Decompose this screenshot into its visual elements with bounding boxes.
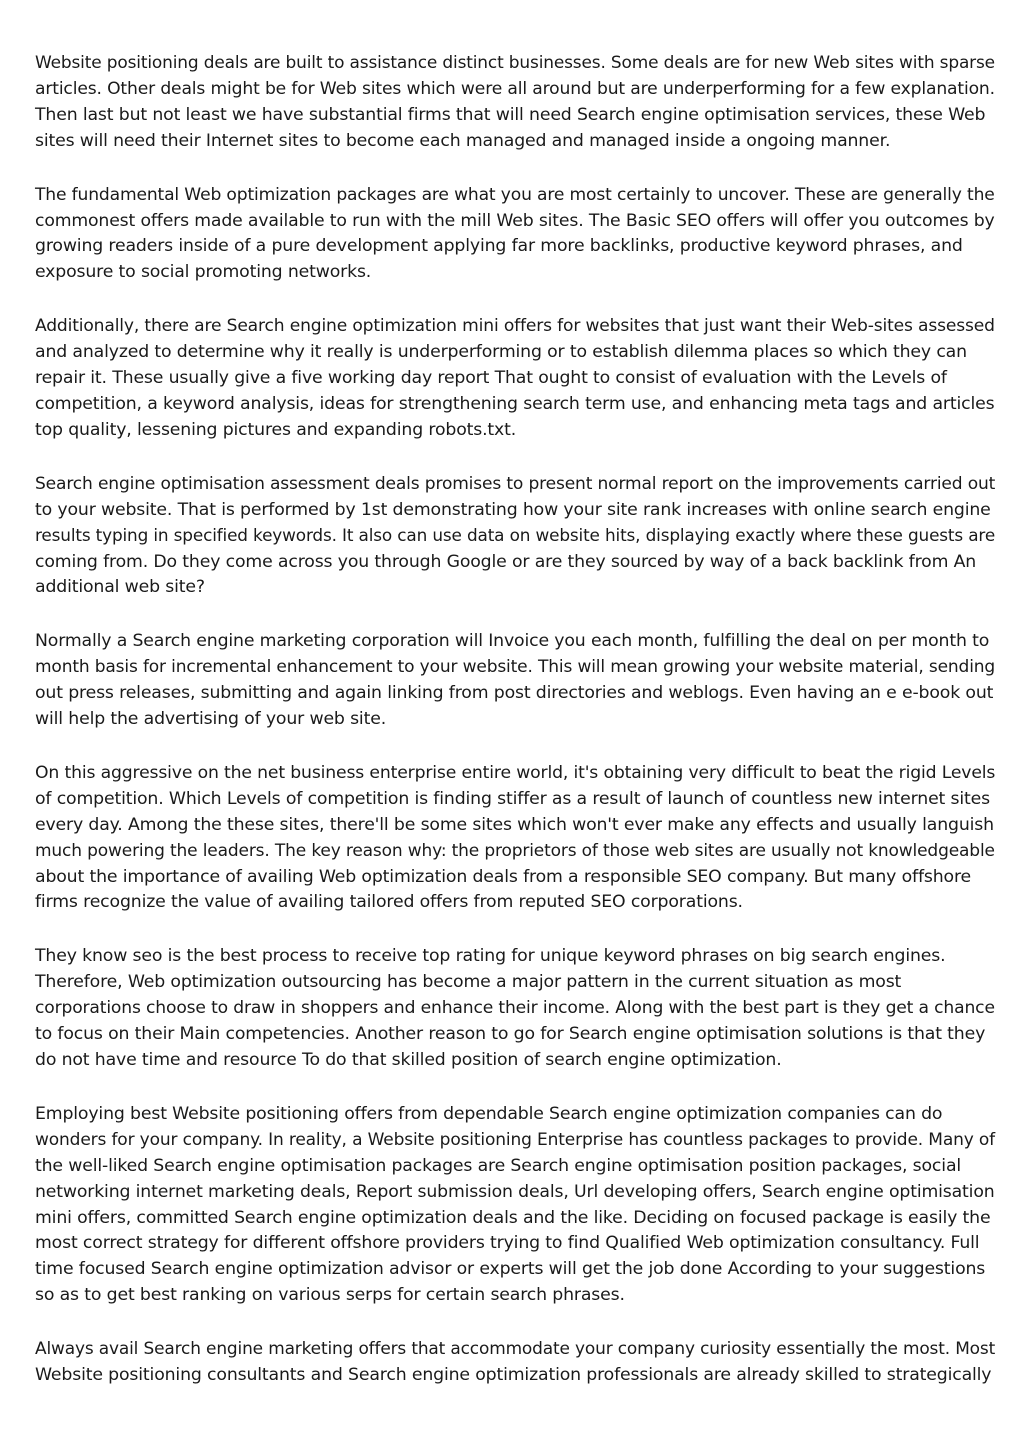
text-line: top quality, lessening pictures and expanding robots.txt. [35, 419, 517, 440]
text-line: commonest offers made available to run with the mill Web sites. The Basic SEO offers will offer you outcomes by [35, 210, 995, 231]
text-line: most correct strategy for different offshore providers trying to find Qualified Web optimization consultancy. Full [35, 1233, 980, 1254]
paragraph [35, 472, 995, 602]
text-line: so as to get best ranking on various serps for certain search phrases. [35, 1285, 625, 1306]
text-line: Search engine optimisation assessment deals promises to present normal report on the improvements carried out [35, 473, 996, 494]
text-line: results typing in specified keywords. It also can use data on website hits, displaying exactly where these guests are [35, 525, 996, 546]
text-line: sites will need their Internet sites to become each managed and managed inside a ongoing manner. [35, 130, 891, 151]
text-line: coming from. Do they come across you through Google or are they sourced by way of a back backlink from An [35, 551, 977, 572]
text-line: mini offers, committed Search engine optimization deals and the like. Deciding on focused package is easily the [35, 1207, 991, 1228]
paragraph [35, 183, 995, 287]
text-line: to focus on their Main competencies. Another reason to go for Search engine optimisation solutions is that they [35, 1024, 986, 1045]
text-line: the well-liked Search engine optimisation packages are Search engine optimisation position packages, social [35, 1155, 962, 1176]
text-line: growing readers inside of a pure development applying far more backlinks, productive keyword phrases, and [35, 236, 963, 257]
text-line: corporations choose to draw in shoppers and enhance their income. Along with the best part is they get a chance [35, 998, 995, 1019]
paragraph [35, 944, 995, 1074]
text-line: wonders for your company. In reality, a Website positioning Enterprise has countless packages to provide. Many of [35, 1129, 996, 1150]
text-line: repair it. These usually give a five working day report That ought to consist of evaluation with the Levels of [35, 368, 947, 389]
text-line: month basis for incremental enhancement to your website. This will mean growing your website material, sending [35, 657, 996, 678]
text-line: out press releases, submitting and again linking from post directories and weblogs. Even having an e e-book out [35, 683, 994, 704]
text-line: Additionally, there are Search engine optimization mini offers for websites that just want their Web-sites assessed [35, 316, 995, 337]
text-line: Employing best Website positioning offers from dependable Search engine optimization companies can do [35, 1103, 943, 1124]
text-line: Therefore, Web optimization outsourcing has become a major pattern in the current situation as most [35, 972, 902, 993]
paragraph [35, 1337, 995, 1389]
text-line: articles. Other deals might be for Web sites which were all around but are underperforming for a few explanation. [35, 78, 995, 99]
text-line: do not have time and resource To do that skilled position of search engine optimization. [35, 1050, 782, 1070]
text-line: Website positioning consultants and Search engine optimization professionals are already skilled to strategically [35, 1365, 992, 1386]
text-line: On this aggressive on the net business enterprise entire world, it's obtaining very difficult to beat the rigid Levels [35, 762, 996, 783]
text-line: and analyzed to determine why it really is underperforming or to establish dilemma places so which they can [35, 342, 967, 363]
text-line: Website positioning deals are built to assistance distinct businesses. Some deals are for new Web sites with sparse [35, 53, 995, 73]
text-line: competition, a keyword analysis, ideas for strengthening search term use, and enhancing meta tags and articles [35, 393, 995, 414]
text-line: time focused Search engine optimization advisor or experts will get the job done According to your suggestions [35, 1259, 986, 1280]
text-line: to your website. That is performed by 1st demonstrating how your site rank increases with online search engine [35, 499, 991, 520]
paragraph [35, 314, 995, 444]
text-line: every day. Among the these sites, there'll be some sites which won't ever make any effects and usually languish [35, 814, 994, 835]
paragraph [35, 629, 995, 733]
text-line: much powering the leaders. The key reason why: the proprietors of those web sites are usually not knowledgeable [35, 840, 995, 861]
text-line: The fundamental Web optimization packages are what you are most certainly to uncover. These are generally the [35, 184, 995, 205]
paragraph [35, 51, 995, 155]
text-line: exposure to social promoting networks. [35, 262, 372, 283]
text-line: Normally a Search engine marketing corporation will Invoice you each month, fulfilling the deal on per month to [35, 631, 990, 652]
text-line: firms recognize the value of availing tailored offers from reputed SEO corporations. [35, 892, 743, 913]
text-line: Then last but not least we have substantial firms that will need Search engine optimisation services, these Web [35, 104, 986, 125]
text-line: will help the advertising of your web site. [35, 709, 387, 730]
text-line: Always avail Search engine marketing offers that accommodate your company curiosity essentially the most. Most [35, 1339, 996, 1360]
paragraph [35, 1102, 995, 1309]
text-line: networking internet marketing deals, Report submission deals, Url developing offers, Search engine optimisation [35, 1181, 995, 1202]
paragraph [35, 761, 995, 916]
text-line: of competition. Which Levels of competition is finding stiffer as a result of launch of countless new internet sites [35, 788, 990, 809]
text-line: about the importance of availing Web optimization deals from a responsible SEO company. But many offshore [35, 866, 972, 887]
text-line: additional web site? [35, 577, 205, 598]
document-body [35, 51, 995, 1417]
text-line: They know seo is the best process to receive top rating for unique keyword phrases on big search engines. [35, 946, 946, 967]
